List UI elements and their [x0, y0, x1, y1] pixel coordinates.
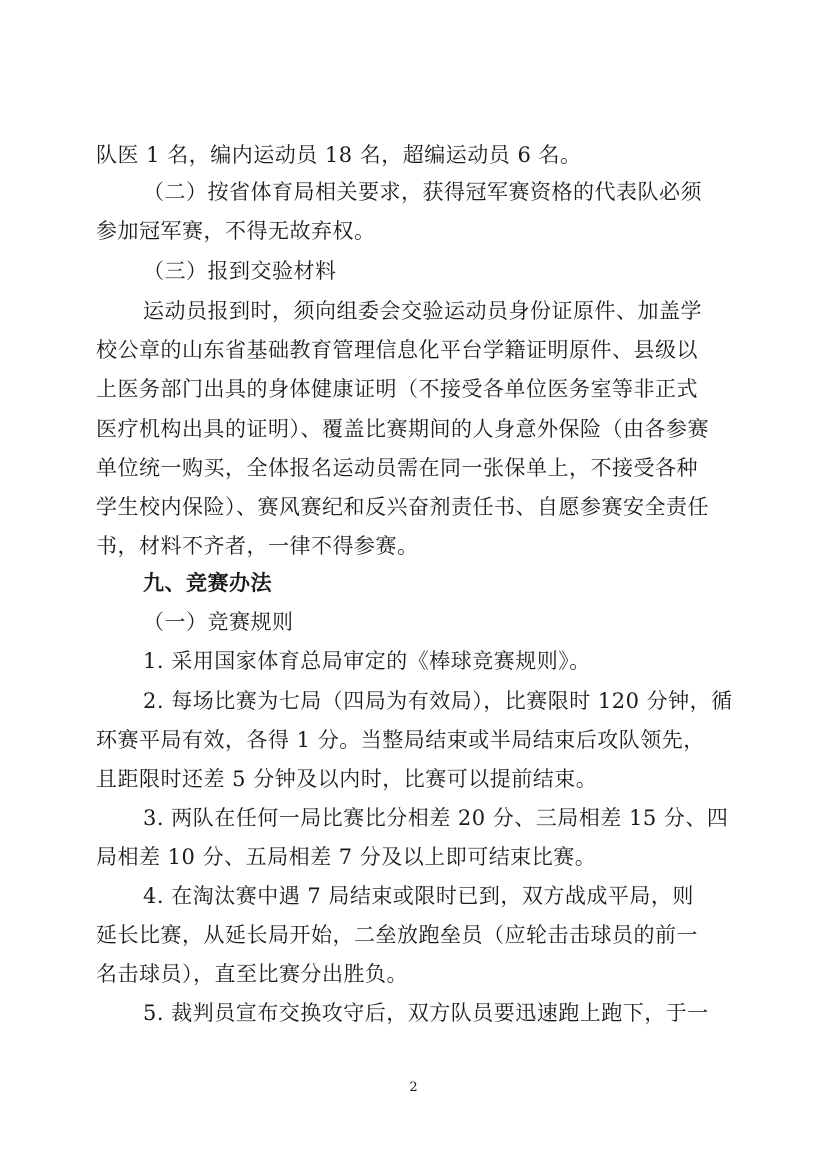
text-line-18: 3. 两队在任何一局比赛比分相差 20 分、三局相差 15 分、四 — [143, 806, 729, 830]
text-line-15: 2. 每场比赛为七局（四局为有效局），比赛限时 120 分钟，循 — [143, 689, 733, 713]
text-line-3: 参加冠军赛，不得无故弃权。 — [96, 219, 376, 243]
text-line-20: 4. 在淘汰赛中遇 7 局结束或限时已到，双方战成平局，则 — [143, 884, 694, 908]
text-line-17: 且距限时还差 5 分钟及以内时，比赛可以提前结束。 — [96, 767, 598, 791]
text-line-9: 单位统一购买，全体报名运动员需在同一张保单上，不接受各种 — [96, 456, 698, 480]
text-line-14: 1. 采用国家体育总局审定的《棒球竞赛规则》。 — [143, 649, 591, 673]
text-line-7: 上医务部门出具的身体健康证明（不接受各单位医务室等非正式 — [96, 377, 698, 401]
page-number: 2 — [409, 1080, 418, 1095]
text-line-23: 5. 裁判员宣布交换攻守后，双方队员要迅速跑上跑下，于一 — [143, 1001, 709, 1025]
text-line-16: 环赛平局有效，各得 1 分。当整局结束或半局结束后攻队领先， — [96, 728, 705, 752]
text-line-2: （二）按省体育局相关要求，获得冠军赛资格的代表队必须 — [143, 180, 702, 204]
text-line-6: 校公章的山东省基础教育管理信息化平台学籍证明原件、县级以 — [96, 338, 698, 362]
text-line-19: 局相差 10 分、五局相差 7 分及以上即可结束比赛。 — [96, 845, 597, 869]
section-heading-9: 九、竞赛办法 — [143, 571, 272, 595]
subsection-heading-1: （一）竞赛规则 — [143, 610, 294, 634]
text-line-11: 书，材料不齐者，一律不得参赛。 — [96, 534, 419, 558]
text-line-8: 医疗机构出具的证明）、覆盖比赛期间的人身意外保险（由各参赛 — [96, 417, 709, 441]
text-line-5: 运动员报到时，须向组委会交验运动员身份证原件、加盖学 — [143, 299, 702, 323]
text-line-21: 延长比赛，从延长局开始，二垒放跑垒员（应轮击击球员的前一 — [96, 923, 698, 947]
section-heading-3: （三）报到交验材料 — [143, 259, 337, 283]
text-line-22: 名击球员），直至比赛分出胜负。 — [96, 962, 408, 986]
text-line-1: 队医 1 名，编内运动员 18 名，超编运动员 6 名。 — [96, 143, 582, 167]
text-line-10: 学生校内保险）、赛风赛纪和反兴奋剂责任书、自愿参赛安全责任 — [96, 495, 709, 519]
